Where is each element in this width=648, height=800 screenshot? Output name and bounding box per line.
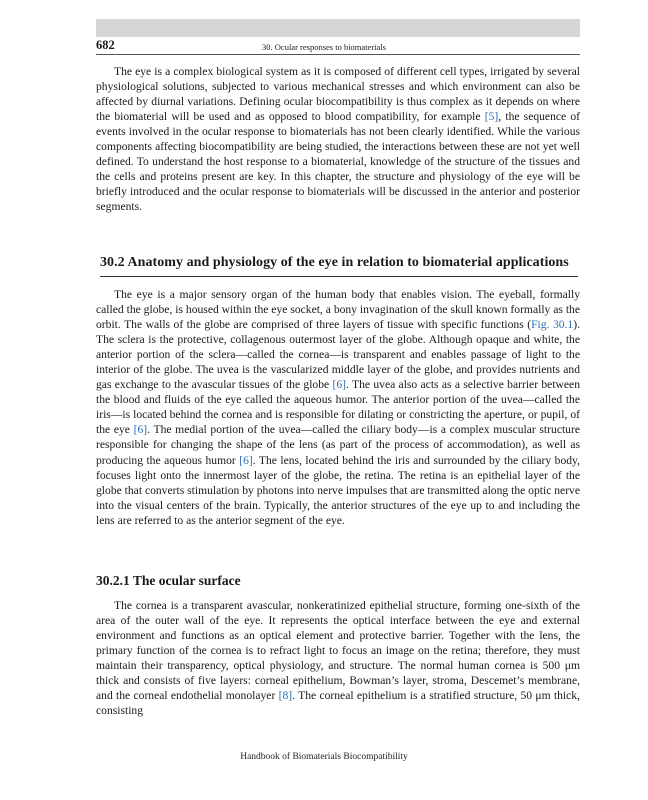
figure-link[interactable]: Fig. 30.1 (531, 318, 574, 332)
section-heading: 30.2 Anatomy and physiology of the eye in relation to biomaterial applications (100, 255, 569, 270)
text-run: The eye is a complex biological system as it is composed of different cell types, irrigated by several physiological solutions, subjected to various mechanical stresses and which environment can also be affected by diurnal variations. Defining ocular biocompatibility is thus complex as it depends on where the biomaterial will be used and as opposed to blood compatibility, for example (96, 65, 580, 124)
text-run: . The medial portion of the uvea—called the ciliary body—is a complex muscular structure responsible for changing the shape of the lens (as part of the process of accommodation), as well as producing the aqueous humor (96, 423, 580, 467)
citation-link[interactable]: [6] (239, 453, 253, 467)
anatomy-paragraph-block (96, 287, 580, 528)
citation-link[interactable]: [5] (484, 110, 499, 124)
intro-paragraph-block (96, 64, 580, 214)
book-title-footer: Handbook of Biomaterials Biocompatibility (240, 752, 408, 762)
text-run: , the sequence of events involved in the ocular response to biomaterials has not been clearly identified. While the various components affecting biocompatibility are being studied, the interactions between these are not yet well defined. To understand the host response to a biomaterial, knowledge of the structure of the tissues and the cells and proteins present are key. In this chapter, the structure and physiology of the eye will be briefly introduced and the ocular response to biomaterials will be discussed in the anterior and posterior segments. (96, 110, 581, 214)
ocular-surface-paragraph (96, 598, 580, 718)
text-run: . The lens, located behind the iris and surrounded by the ciliary body, focuses light onto the innermost layer of the globe, the retina. The retina is an epithelial layer of the globe that converts stimulation by photons into nerve impulses that are transmitted along the optic nerve into the visual centers of the brain. Typically, the anterior structures of the eye up to and including the lens are referred to as the anterior segment of the eye. (96, 453, 580, 527)
text-run: . The uvea also acts as a selective barrier between the blood and fluids of the eye called the aqueous humor. The anterior portion of the uvea—called the iris—is located behind the cornea and is responsible for dilating or constricting the aperture, or pupil, of the eye (96, 378, 580, 437)
subsection-heading: 30.2.1 The ocular surface (96, 573, 241, 588)
header-rule (96, 54, 580, 55)
running-title: 30. Ocular responses to biomaterials (262, 42, 386, 52)
anatomy-paragraph (96, 287, 580, 528)
citation-link[interactable]: [8] (278, 689, 293, 703)
page-number: 682 (96, 38, 115, 52)
citation-link[interactable]: [6] (133, 423, 148, 437)
text-run: The cornea is a transparent avascular, nonkeratinized epithelial structure, forming one-sixth of the area of the outer wall of the eye. It represents the optical interface between the eye and external environment and functions as an optical element and protective barrier. Together with the lens, the primary function of the cornea is to refract light to focus an image on the retina; therefore, they must maintain their transparency, optical physiology, and structure. The normal human cornea is 500 μm thick and consists of five layers: corneal epithelium, Bowman’s layer, stroma, Descemet’s membrane, and the corneal endothelial monolayer (96, 599, 580, 703)
text-run: ). The sclera is the protective, collagenous outermost layer of the globe. Although opaque and white, the anterior portion of the sclera—called the cornea—is transparent and enables passage of light to the interior of the globe. The uvea is the vascularized middle layer of the globe, and provides nutrients and gas exchange to the avascular tissues of the globe (96, 318, 580, 392)
ocular-surface-paragraph-block (96, 598, 580, 718)
intro-paragraph (96, 64, 580, 214)
text-run: . The corneal epithelium is a stratified structure, 50 μm thick, consisting (96, 689, 580, 718)
citation-link[interactable]: [6] (332, 378, 347, 392)
section-heading-rule (100, 276, 578, 277)
top-gray-bar (96, 19, 580, 37)
text-run: The eye is a major sensory organ of the human body that enables vision. The eyeball, formally called the globe, is housed within the eye socket, a bony invagination of the skull known formally as the orbit. The walls of the globe are comprised of three layers of tissue with specific functions ( (96, 288, 580, 332)
